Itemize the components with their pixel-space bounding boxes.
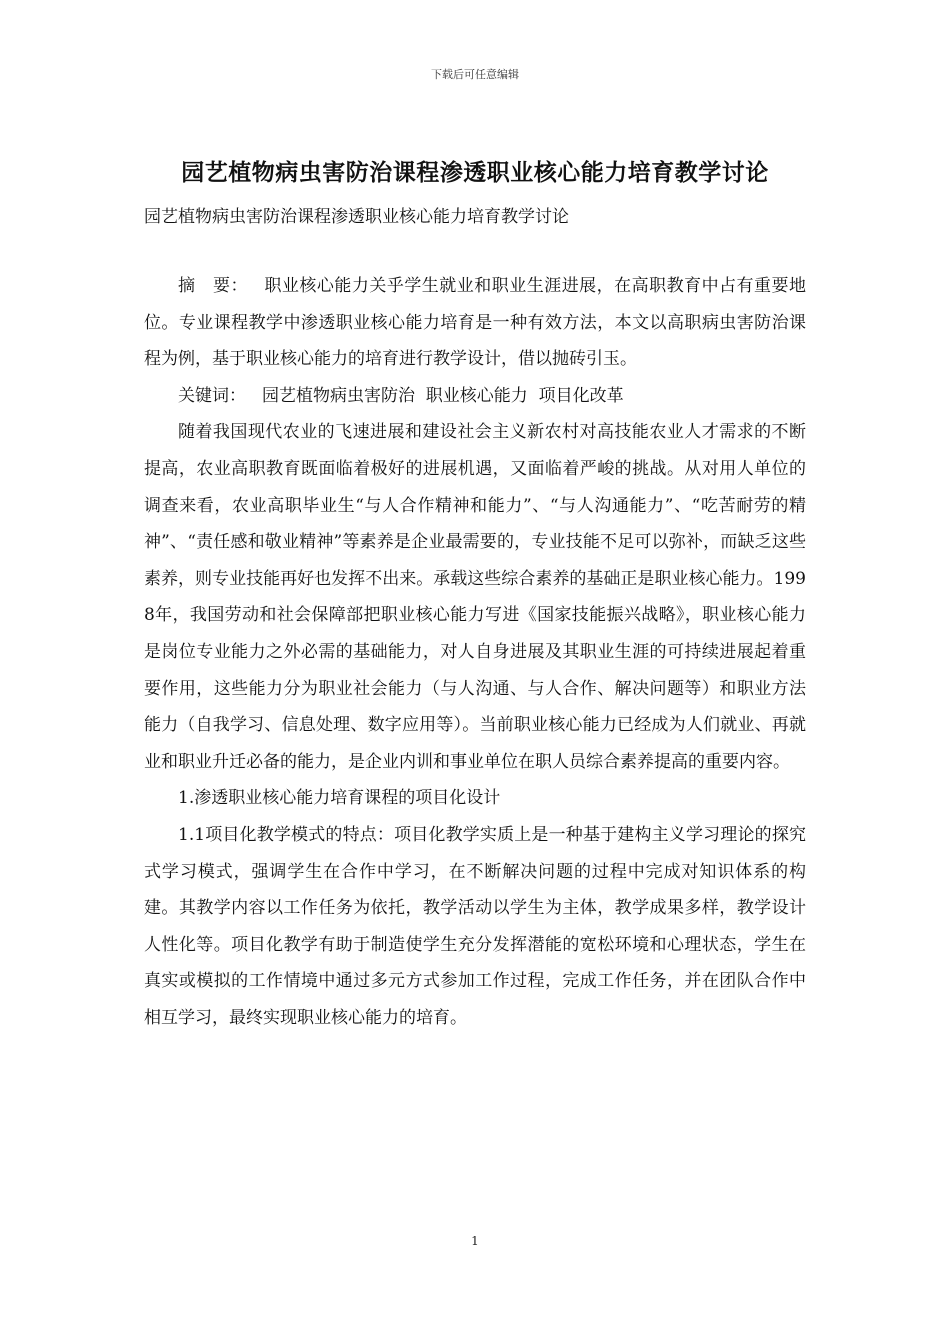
keywords-text: 园艺植物病虫害防治 职业核心能力 项目化改革: [262, 385, 624, 406]
document-subtitle: 园艺植物病虫害防治课程渗透职业核心能力培育教学讨论: [144, 207, 569, 227]
body-paragraph-1: 随着我国现代农业的飞速进展和建设社会主义新农村对高技能农业人才需求的不断提高，农业高职教育既面临着极好的进展机遇，又面临着严峻的挑战。从对用人单位的调查来看，农业高职毕业生“与人合作精神和能力”、“与人沟通能力”、“吃苦耐劳的精神”、“责任感和敬业精神”等素养是企业最需要的，专业技能不足可以弥补，而缺乏这些素养，则专业技能再好也发挥不出来。承载这些综合素养的基础正是职业核心能力。1998年，我国劳动和社会保障部把职业核心能力写进《国家技能振兴战略》，职业核心能力是岗位专业能力之外必需的基础能力，对人自身进展及其职业生涯的可持续进展起着重要作用，这些能力分为职业社会能力（与人沟通、与人合作、解决问题等）和职业方法能力（自我学习、信息处理、数字应用等）。当前职业核心能力已经成为人们就业、再就业和职业升迁必备的能力，是企业内训和事业单位在职人员综合素养提高的重要内容。: [144, 422, 806, 772]
abstract-paragraph: [144, 268, 806, 378]
page-number: 1: [471, 1234, 479, 1248]
section-1-1-paragraph: 1.1项目化教学模式的特点：项目化教学实质上是一种基于建构主义学习理论的探究式学习模式，强调学生在合作中学习，在不断解决问题的过程中完成对知识体系的构建。其教学内容以工作任务为依托，教学活动以学生为主体，教学成果多样，教学设计人性化等。项目化教学有助于制造使学生充分发挥潜能的宽松环境和心理状态，学生在真实或模拟的工作情境中通过多元方式参加工作过程，完成工作任务，并在团队合作中相互学习，最终实现职业核心能力的培育。: [144, 824, 806, 1028]
keywords-label: 关键词：: [178, 385, 246, 406]
keywords-paragraph: [144, 378, 806, 415]
header-note: 下载后可任意编辑: [431, 68, 519, 81]
abstract-text: 职业核心能力关乎学生就业和职业生涯进展，在高职教育中占有重要地位。专业课程教学中渗透职业核心能力培育是一种有效方法，本文以高职病虫害防治课程为例，基于职业核心能力的培育进行教学设计，借以抛砖引玉。: [144, 276, 807, 370]
document-body: [144, 268, 806, 1036]
abstract-label: 摘 要：: [178, 276, 248, 296]
section-1-heading: 1.渗透职业核心能力培育课程的项目化设计: [178, 788, 501, 809]
page-title: 园艺植物病虫害防治课程渗透职业核心能力培育教学讨论: [181, 159, 769, 186]
